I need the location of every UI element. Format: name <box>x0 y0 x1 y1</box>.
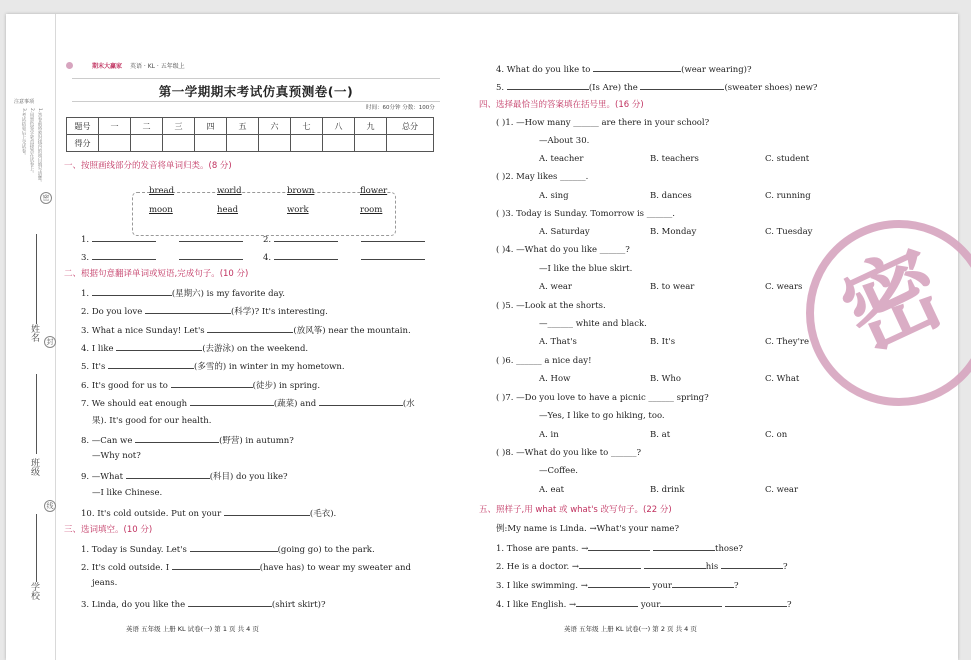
question: 10. It's cold outside. Put on your (毛衣). <box>81 506 336 519</box>
word: work <box>287 205 309 215</box>
mc-question: ( )5. —Look at the shorts. <box>496 301 606 311</box>
notice-line: 2.用黑色签字笔直接答在试卷上。 <box>29 108 34 176</box>
score-cell[interactable] <box>355 135 387 152</box>
mc-option[interactable]: B. to wear <box>650 282 695 292</box>
notice-title: 注意事项 <box>14 99 35 105</box>
mc-option[interactable]: A. That's <box>539 337 577 347</box>
section1-heading: 一、按照画线部分的发音将单词归类。(8 分) <box>64 161 232 171</box>
word: head <box>217 205 239 215</box>
notice-line: 1.答卷前将密封线内的项目填写清楚。 <box>37 108 42 185</box>
seal-mark: 封 <box>44 336 56 348</box>
score-header-cell: 二 <box>131 118 163 135</box>
mc-question: ( )8. —What do you like to ______? <box>496 448 642 458</box>
mc-option[interactable]: A. teacher <box>539 154 584 164</box>
title-bar <box>72 78 440 102</box>
question: 7. We should eat enough (蔬菜) and (水 <box>81 396 415 409</box>
question-cont: 果). It's good for our health. <box>92 416 212 426</box>
example-sentence: 例:My name is Linda. →What's your name? <box>496 524 680 534</box>
answer-blank[interactable] <box>126 469 210 479</box>
score-cell[interactable] <box>323 135 355 152</box>
answer-blank[interactable] <box>92 232 156 242</box>
class-label: 班级 <box>29 458 39 476</box>
mc-option[interactable]: A. in <box>539 430 559 440</box>
answer-blank[interactable] <box>319 396 403 406</box>
item-number: 1. <box>81 235 90 245</box>
mc-option[interactable]: B. teachers <box>650 154 699 164</box>
school-label: 学校 <box>29 582 39 600</box>
exam-time-score: 时间：60分钟 分数：100分 <box>366 105 435 111</box>
answer-blank[interactable] <box>135 433 219 443</box>
word: world <box>217 186 242 196</box>
answer-blank[interactable] <box>507 80 589 90</box>
score-header-cell: 六 <box>259 118 291 135</box>
rewrite-question: 1. Those are pants. → those? <box>496 541 743 554</box>
answer-blank[interactable] <box>207 323 293 333</box>
score-table <box>66 117 434 152</box>
score-header-cell: 一 <box>99 118 131 135</box>
answer-blank[interactable] <box>172 560 260 570</box>
mc-option[interactable]: C. student <box>765 154 810 164</box>
score-header-cell: 九 <box>355 118 387 135</box>
score-header-cell: 四 <box>195 118 227 135</box>
mc-option[interactable]: C. wears <box>765 282 803 292</box>
question: 5. It's (多雪的) in winter in my hometown. <box>81 359 345 372</box>
question: 1. (星期六) is my favorite day. <box>81 286 285 299</box>
answer-blank[interactable] <box>653 541 715 551</box>
question: 4. I like (去游泳) on the weekend. <box>81 341 308 354</box>
answer-blank[interactable] <box>179 250 243 260</box>
score-header-cell: 八 <box>323 118 355 135</box>
mc-option[interactable]: A. How <box>539 374 571 384</box>
mc-option[interactable]: A. sing <box>539 191 569 201</box>
mc-option[interactable]: C. Tuesday <box>765 227 813 237</box>
score-header-cell: 三 <box>163 118 195 135</box>
answer-blank[interactable] <box>274 232 338 242</box>
answer-blank[interactable] <box>108 359 194 369</box>
footer-right: 英语 五年级 上册 KL 试卷(一) 第 2 页 共 4 页 <box>564 625 697 633</box>
answer-blank[interactable] <box>725 597 787 607</box>
brand-name: 期末大赢家 <box>92 63 123 70</box>
mc-option[interactable]: C. wear <box>765 485 799 495</box>
mc-question: ( )6. ______ a nice day! <box>496 356 592 366</box>
class-line[interactable] <box>36 374 37 454</box>
answer-blank[interactable] <box>116 341 202 351</box>
answer-blank[interactable] <box>190 396 274 406</box>
score-header-cell: 题号 <box>67 118 99 135</box>
score-header-cell: 总分 <box>387 118 434 135</box>
mc-option[interactable]: A. eat <box>539 485 565 495</box>
answer-blank[interactable] <box>92 250 156 260</box>
answer-blank[interactable] <box>92 286 172 296</box>
section3-heading: 三、选词填空。(10 分) <box>64 525 153 535</box>
mc-question-cont: —______ white and black. <box>539 319 647 329</box>
mc-question: ( )3. Today is Sunday. Tomorrow is ______. <box>496 209 675 219</box>
mc-option[interactable]: A. wear <box>539 282 572 292</box>
question: 3. What a nice Sunday! Let's (放风筝) near the mountain. <box>81 323 411 336</box>
binding-line <box>55 14 56 660</box>
word: room <box>360 205 383 215</box>
watermark-stamp <box>806 220 971 406</box>
question: 6. It's good for us to (徒步) in spring. <box>81 378 320 391</box>
seal-mark: 密 <box>40 192 52 204</box>
question-cont: jeans. <box>92 578 118 588</box>
word: bread <box>149 186 175 196</box>
question: 8. —Can we (野营) in autumn? <box>81 433 294 446</box>
score-cell[interactable] <box>163 135 195 152</box>
mc-option[interactable]: B. at <box>650 430 671 440</box>
answer-blank[interactable] <box>224 506 310 516</box>
answer-blank[interactable] <box>274 250 338 260</box>
mc-question-cont: —About 30. <box>539 136 590 146</box>
score-header-cell: 五 <box>227 118 259 135</box>
item-number: 4. <box>263 253 272 263</box>
question: 2. Do you love (科学)? It's interesting. <box>81 304 328 317</box>
word: flower <box>360 186 388 196</box>
footer-left: 英语 五年级 上册 KL 试卷(一) 第 1 页 共 4 页 <box>126 625 259 633</box>
answer-blank[interactable] <box>593 62 681 72</box>
answer-blank[interactable] <box>660 597 722 607</box>
page-title: 第一学期期末考试仿真预测卷(一) <box>158 84 354 99</box>
rewrite-question: 4. I like English. → your ? <box>496 597 792 610</box>
series-meta: 英语 · KL · 五年级上 <box>130 63 185 70</box>
rewrite-question: 2. He is a doctor. → his ? <box>496 559 788 572</box>
score-cell[interactable] <box>195 135 227 152</box>
mc-option[interactable]: C. What <box>765 374 800 384</box>
section4-heading: 四、选择最恰当的答案填在括号里。(16 分) <box>479 100 644 110</box>
word: moon <box>149 205 173 215</box>
mc-question: ( )7. —Do you love to have a picnic ______ spring? <box>496 393 709 403</box>
question: 4. What do you like to (wear wearing)? <box>496 62 752 75</box>
answer-blank[interactable] <box>721 559 783 569</box>
mc-option[interactable]: B. drink <box>650 485 685 495</box>
mc-option[interactable]: B. Who <box>650 374 681 384</box>
mc-question-cont: —I like the blue skirt. <box>539 264 633 274</box>
question: 3. Linda, do you like the (shirt skirt)? <box>81 597 326 610</box>
mc-question-cont: —Coffee. <box>539 466 578 476</box>
score-cell[interactable] <box>291 135 323 152</box>
mc-question-cont: —Yes, I like to go hiking, too. <box>539 411 665 421</box>
question: 2. It's cold outside. I (have has) to wear my sweater and <box>81 560 411 573</box>
score-cell[interactable] <box>387 135 434 152</box>
item-number: 3. <box>81 253 90 263</box>
item-number: 2. <box>263 235 272 245</box>
mc-option[interactable]: A. Saturday <box>539 227 590 237</box>
brand-logo-icon <box>66 62 73 69</box>
question: 1. Today is Sunday. Let's (going go) to the park. <box>81 542 375 555</box>
answer-blank[interactable] <box>588 578 650 588</box>
score-header-cell: 七 <box>291 118 323 135</box>
answer-blank[interactable] <box>672 578 734 588</box>
stamp-glyph: 密 <box>825 229 961 373</box>
mc-option[interactable]: B. Monday <box>650 227 697 237</box>
section5-heading: 五、照样子,用 what 或 what's 改写句子。(22 分) <box>479 505 672 515</box>
answer-blank[interactable] <box>588 541 650 551</box>
mc-option[interactable]: C. on <box>765 430 788 440</box>
question-cont: —Why not? <box>92 451 141 461</box>
mc-option[interactable]: B. It's <box>650 337 676 347</box>
score-cell[interactable] <box>99 135 131 152</box>
question: 9. —What (科目) do you like? <box>81 469 288 482</box>
answer-blank[interactable] <box>188 597 272 607</box>
score-row-label: 得分 <box>67 135 99 152</box>
question-cont: —I like Chinese. <box>92 488 163 498</box>
answer-blank[interactable] <box>576 597 638 607</box>
mc-question: ( )1. —How many ______ are there in your school? <box>496 118 710 128</box>
word: brown <box>287 186 315 196</box>
answer-blank[interactable] <box>644 559 706 569</box>
answer-blank[interactable] <box>171 378 253 388</box>
question: 5. (Is Are) the (sweater shoes) new? <box>496 80 817 93</box>
name-label: 姓名 <box>29 324 39 342</box>
exam-sheet <box>6 14 961 660</box>
rewrite-question: 3. I like swimming. → your ? <box>496 578 739 591</box>
score-cell[interactable] <box>227 135 259 152</box>
answer-blank[interactable] <box>190 542 278 552</box>
mc-question: ( )4. —What do you like ______? <box>496 245 630 255</box>
answer-blank[interactable] <box>579 559 641 569</box>
school-line[interactable] <box>36 514 37 582</box>
seal-mark: 线 <box>44 500 56 512</box>
notice-line: 3.考试结束后上交试卷。 <box>21 108 26 158</box>
answer-blank[interactable] <box>361 232 425 242</box>
answer-blank[interactable] <box>640 80 724 90</box>
mc-option[interactable]: B. dances <box>650 191 692 201</box>
section2-heading: 二、根据句意翻译单词或短语,完成句子。(10 分) <box>64 269 249 279</box>
answer-blank[interactable] <box>179 232 243 242</box>
mc-question: ( )2. May likes ______. <box>496 172 589 182</box>
score-cell[interactable] <box>259 135 291 152</box>
score-cell[interactable] <box>131 135 163 152</box>
answer-blank[interactable] <box>361 250 425 260</box>
mc-option[interactable]: C. They're <box>765 337 810 347</box>
name-line[interactable] <box>36 234 37 324</box>
answer-blank[interactable] <box>145 304 231 314</box>
mc-option[interactable]: C. running <box>765 191 811 201</box>
